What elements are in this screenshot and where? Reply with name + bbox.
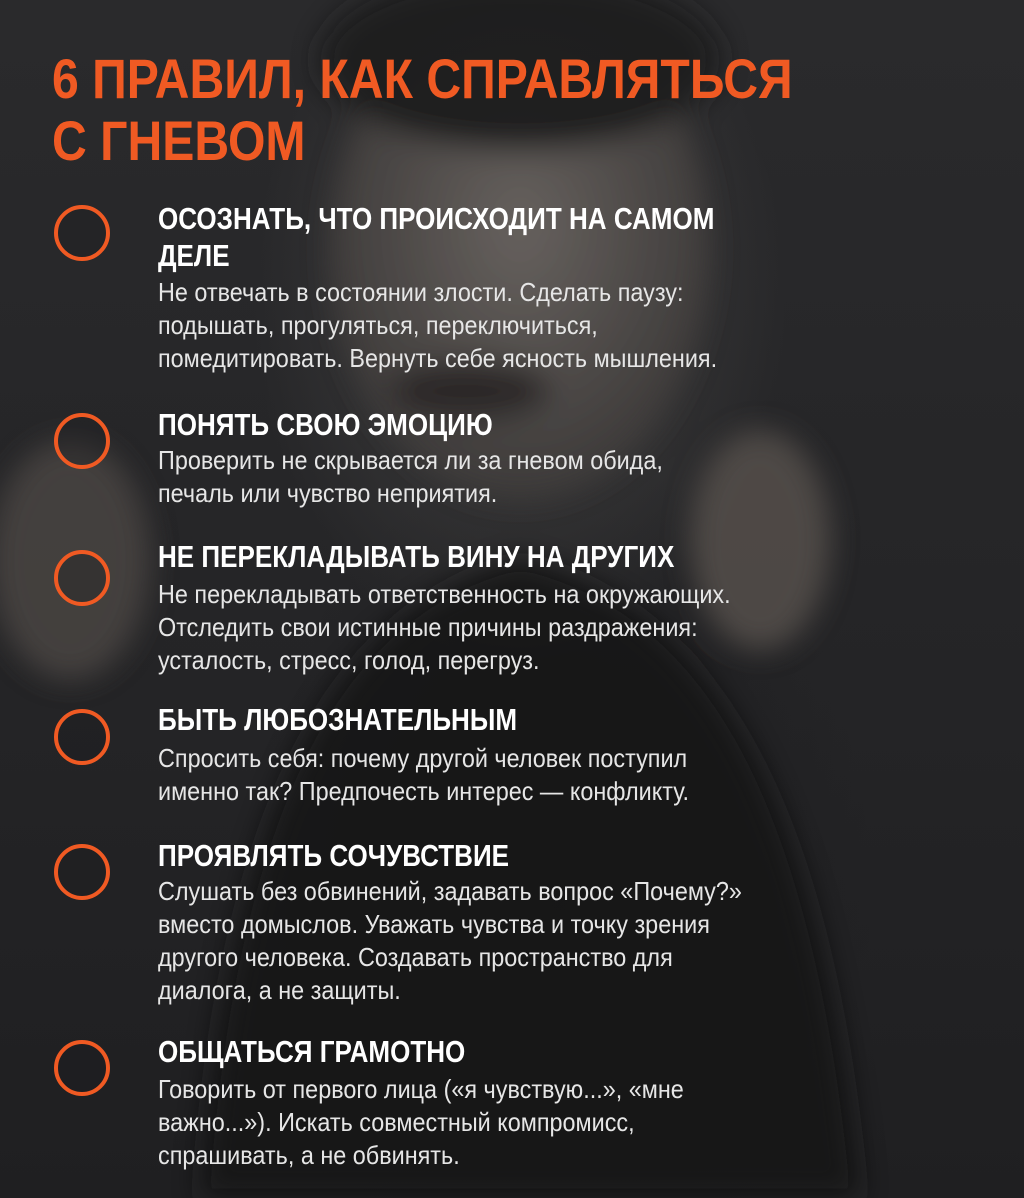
circle-bullet-icon — [54, 709, 110, 765]
rule-5-heading: ПРОЯВЛЯТЬ СОЧУВСТВИЕ — [158, 838, 510, 873]
poster-title-line-1: 6 ПРАВИЛ, КАК СПРАВЛЯТЬСЯ — [52, 47, 793, 110]
circle-bullet-icon — [54, 550, 110, 606]
circle-bullet-icon — [54, 1040, 110, 1096]
circle-bullet-icon — [54, 844, 110, 900]
circle-bullet-icon — [54, 413, 110, 469]
poster-title-line-2: С ГНЕВОМ — [52, 109, 306, 172]
rule-1-text: Не отвечать в состоянии злости. Сделать паузу: подышать, прогуляться, переключиться, помедитировать. Вернуть себе ясность мышления. — [158, 277, 718, 373]
rule-1-heading: ОСОЗНАТЬ, ЧТО ПРОИСХОДИТ НА САМОМ ДЕЛЕ — [158, 201, 715, 273]
rule-6-text: Говорить от первого лица («я чувствую...», «мне важно...»). Искать совместный компромисс, спрашивать, а не обвинять. — [158, 1074, 684, 1170]
rule-3-heading: НЕ ПЕРЕКЛАДЫВАТЬ ВИНУ НА ДРУГИХ — [158, 539, 675, 574]
rule-2-text: Проверить не скрывается ли за гневом обида, печаль или чувство неприятия. — [158, 445, 663, 508]
rule-3-text: Не перекладывать ответственность на окружающих. Отследить свои истинные причины раздражения: усталость, стресс, голод, перегруз. — [158, 579, 731, 675]
rule-4-heading: БЫТЬ ЛЮБОЗНАТЕЛЬНЫМ — [158, 702, 518, 737]
poster-title — [52, 48, 981, 172]
circle-bullet-icon — [54, 205, 110, 261]
rule-6-heading: ОБЩАТЬСЯ ГРАМОТНО — [158, 1034, 466, 1069]
rule-5-text: Слушать без обвинений, задавать вопрос «Почему?» вместо домыслов. Уважать чувства и точку зрения другого человека. Создавать пространство для диалога, а не защиты. — [158, 876, 742, 1005]
rule-2-heading: ПОНЯТЬ СВОЮ ЭМОЦИЮ — [158, 407, 493, 442]
rule-4-text: Спросить себя: почему другой человек поступил именно так? Предпочесть интерес — конфликту. — [158, 743, 690, 806]
